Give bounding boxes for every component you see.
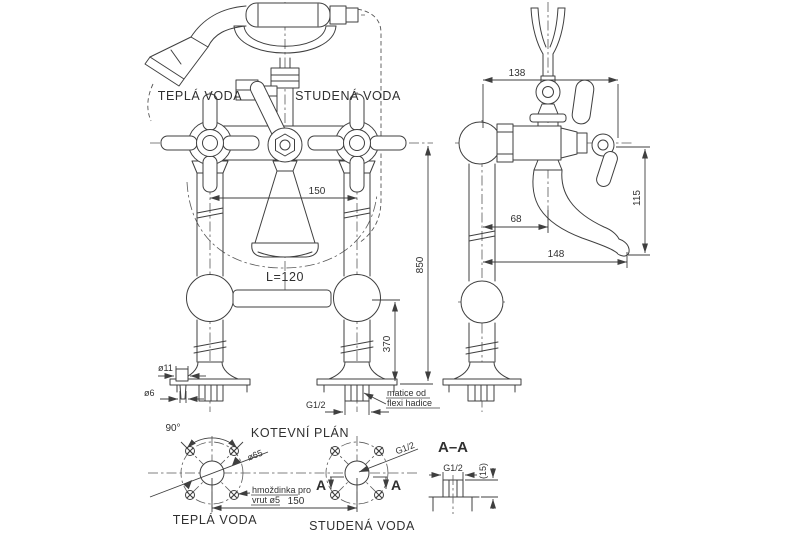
section-title: A–A: [437, 439, 469, 456]
dim-depth: 138: [508, 68, 526, 79]
note-hose-nut-1: matice od: [387, 388, 427, 398]
handset-body: [246, 3, 330, 27]
dim-center-spacing: 150: [287, 496, 305, 507]
side-handle-arm-up: [571, 79, 595, 125]
section-geometry: [429, 475, 479, 514]
handset-hose-connector: [330, 6, 346, 24]
side-dimensions: [483, 68, 650, 268]
dim-section-height: (15): [478, 462, 488, 480]
shower-head: [145, 37, 208, 86]
anchor-screw: [180, 385, 186, 399]
spout-side: [533, 160, 629, 256]
anchor-thread-label: G1/2: [394, 440, 416, 457]
dim-lower-height: 370: [382, 335, 393, 353]
cold-water-label-plan: STUDENÁ VODA: [309, 519, 415, 533]
crossbar: [233, 290, 331, 307]
diverter-hex-nut: [276, 134, 295, 156]
anchor-stud: [176, 369, 188, 381]
dim-bolt-circle: ø65: [245, 447, 264, 463]
dim-valve-spacing: 150: [308, 186, 326, 197]
front-view: [144, 2, 440, 415]
cold-water-label-front: STUDENÁ VODA: [295, 89, 401, 103]
dim-spout-offset: 68: [510, 214, 522, 225]
spout-front: [252, 171, 319, 257]
dim-thread-front: G1/2: [306, 400, 326, 410]
hot-water-label-plan: TEPLÁ VODA: [172, 513, 258, 527]
section-marker-a-left: A: [315, 477, 327, 493]
dim-spout-height: 115: [632, 190, 643, 206]
cold-valve-handle: [308, 94, 406, 192]
anchor-plan: [148, 423, 420, 533]
dim-stud-diameter: ø11: [158, 363, 173, 373]
wall-ball-joint: [459, 122, 501, 164]
dim-total-height: 850: [415, 256, 426, 274]
dim-spout-reach: 148: [547, 249, 565, 260]
side-view: [443, 2, 650, 412]
dim-screw-diameter: ø6: [144, 388, 155, 398]
hole-angle-dimension: [165, 423, 243, 455]
section-thread-label: G1/2: [443, 463, 463, 473]
note-hose-nut-2: flexi hadice: [387, 398, 433, 408]
hand-shower-assembly: [145, 3, 358, 126]
dim-hole-angle: 90°: [165, 423, 181, 434]
cradle-nut: [271, 68, 299, 88]
hot-water-label-front: TEPLÁ VODA: [157, 89, 243, 103]
note-dowel-1: hmoždinka pro: [252, 485, 312, 495]
section-aa: [429, 439, 498, 514]
anchor-plan-title: KOTEVNÍ PLÁN: [250, 426, 350, 440]
spout-length-label: L=120: [265, 270, 305, 284]
section-marker-a-right: A: [390, 477, 402, 493]
note-dowel-2: vrut ø5: [252, 495, 281, 505]
hot-valve-handle: [161, 94, 259, 192]
